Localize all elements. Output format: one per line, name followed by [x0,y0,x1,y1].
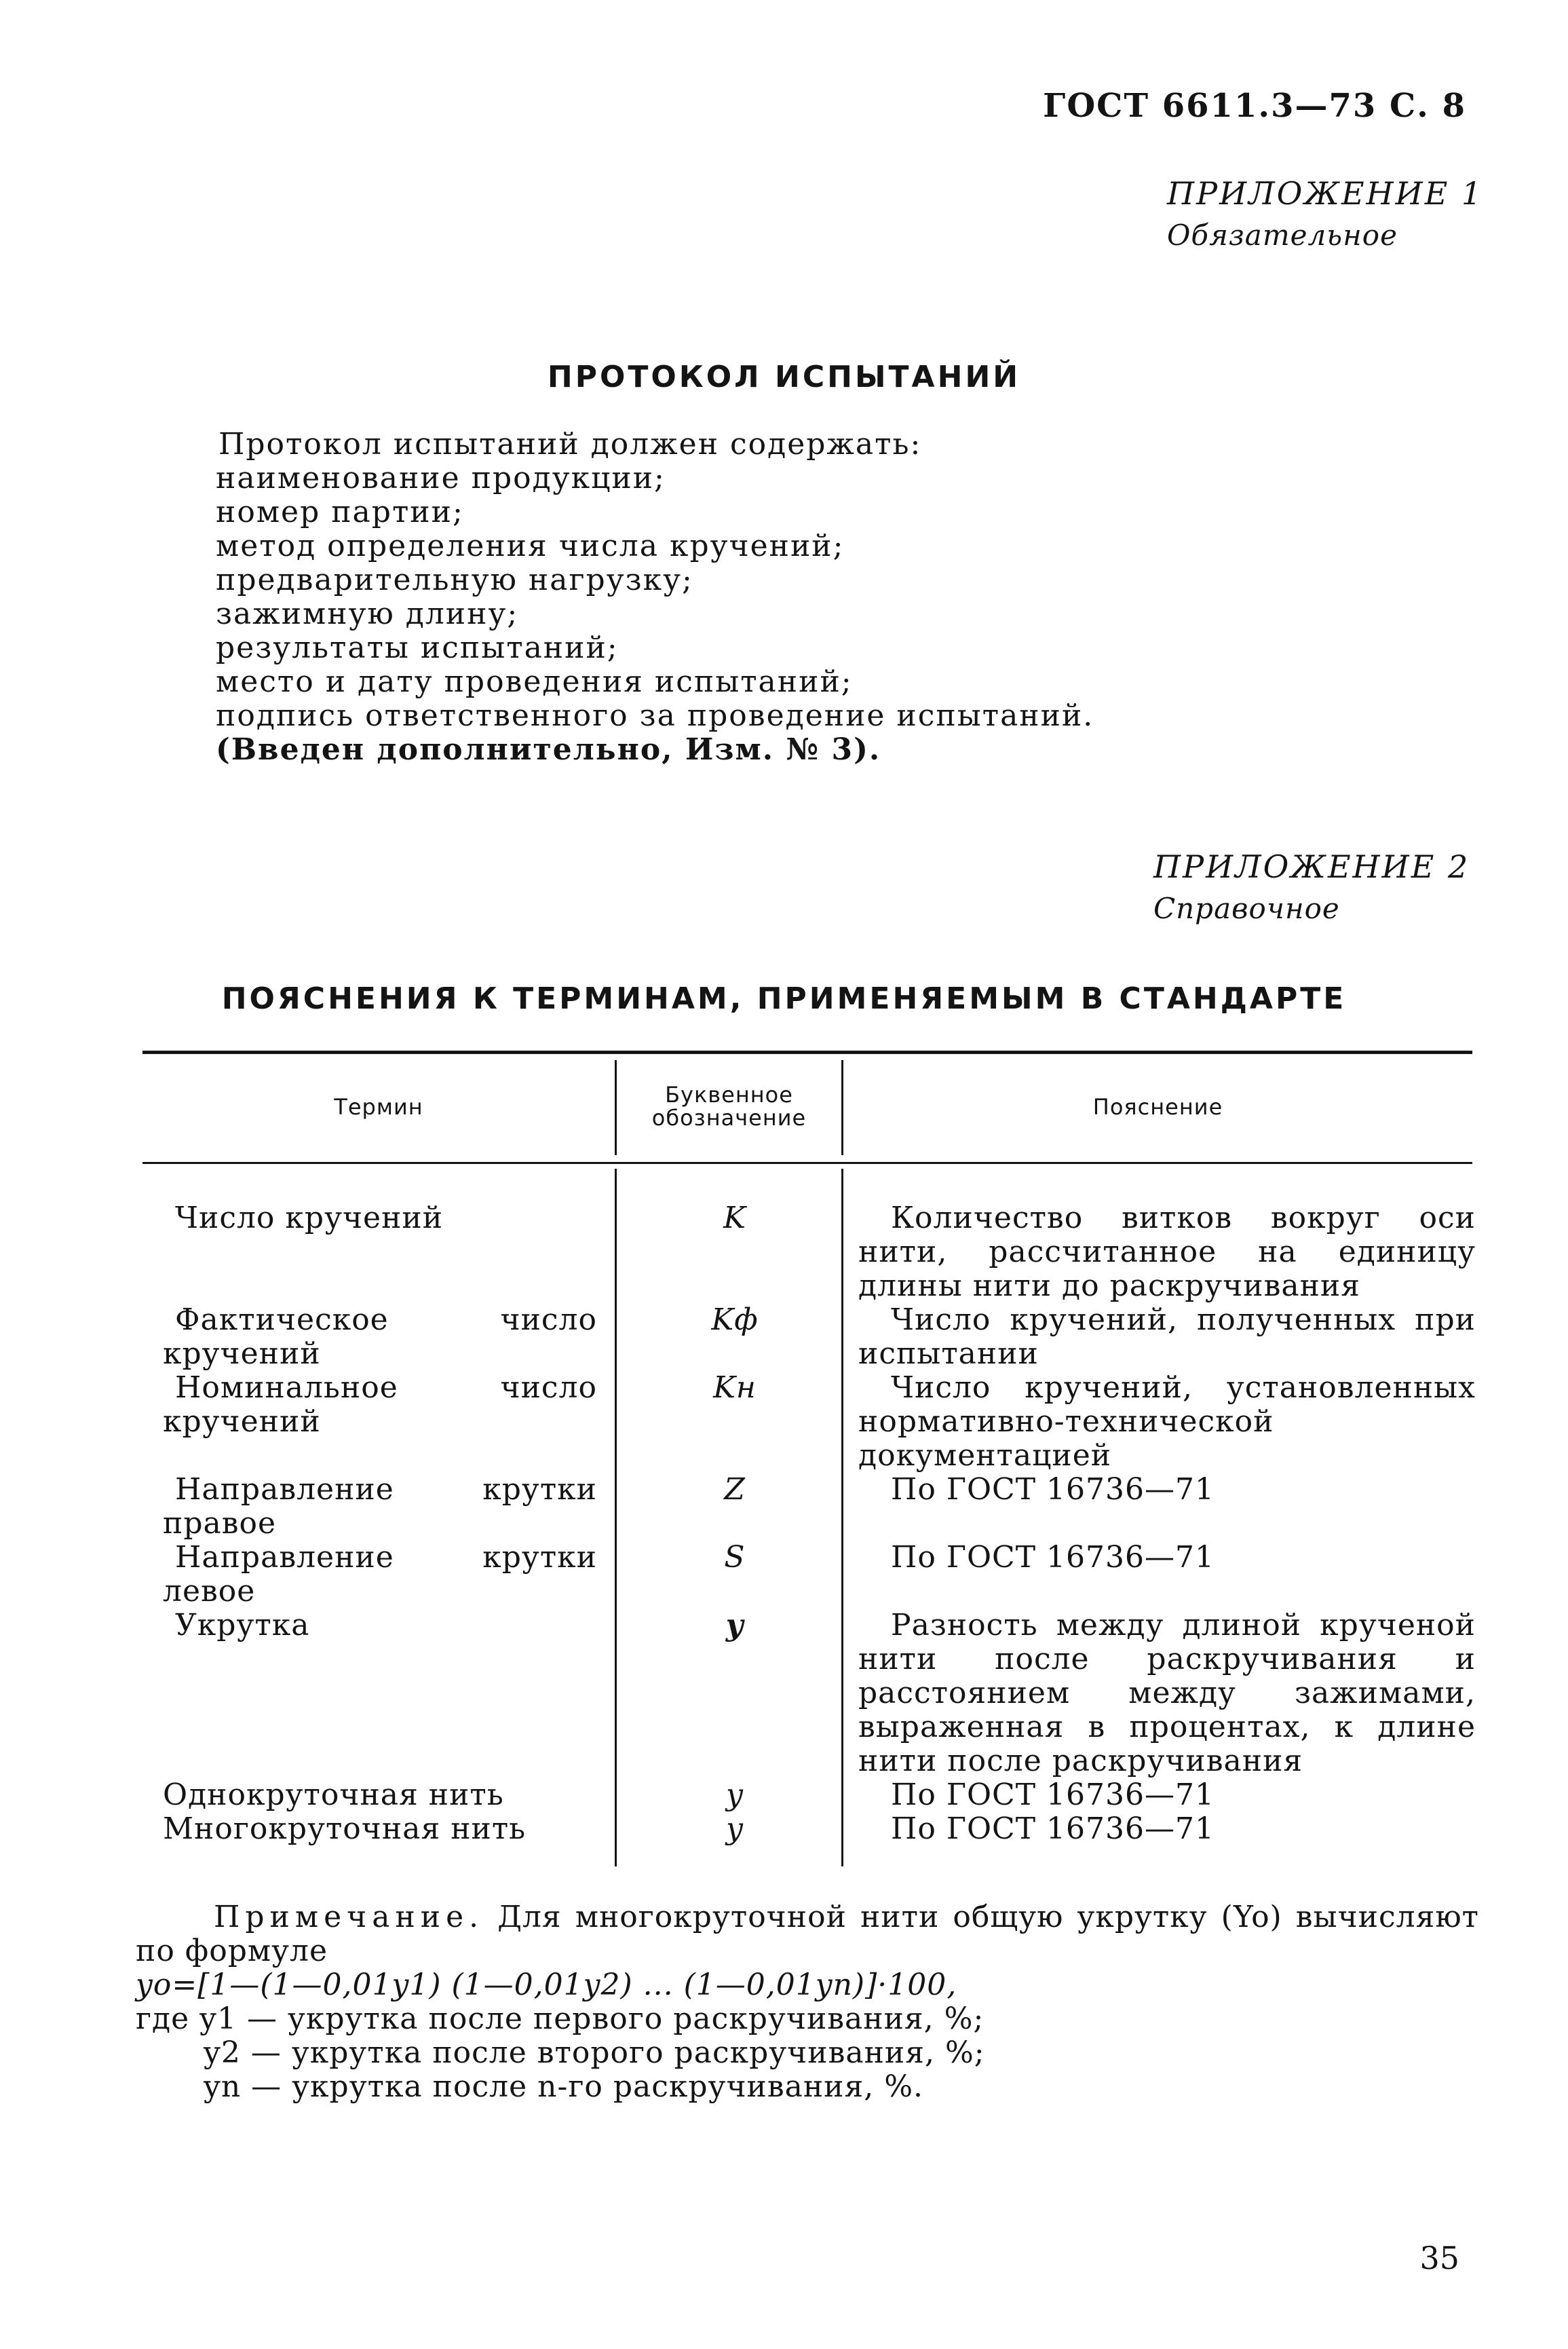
symbol-cell: y [726,1778,744,1812]
table-row [163,1303,597,1371]
note-where: y2 — укрутка после второго раскручивания, %; [204,2035,985,2070]
explanation-text: По ГОСТ 16736—71 [891,1811,1215,1846]
note-block [136,1900,1479,2104]
note-where: yn — укрутка после n-го раскручивания, %. [204,2069,924,2104]
note-label: Примечание. [214,1900,484,1934]
column-divider [841,1169,843,1866]
table-row [163,1812,597,1846]
table-header-rule [142,1162,1472,1164]
note-where: где y1 — укрутка после первого раскручивания, %; [136,2002,984,2036]
explanation-cell [858,1473,1476,1507]
document-reference: ГОСТ 6611.3—73 С. 8 [1043,87,1466,125]
protocol-line: подпись ответственного за проведение испытаний. [216,698,1094,733]
page-number: 35 [1419,2240,1459,2276]
note-formula: yo=[1—(1—0,01y1) (1—0,01y2) ... (1—0,01yn)]·100, [136,1968,957,2002]
table-row [163,1609,597,1642]
explanation-cell [858,1541,1476,1575]
table-top-rule [142,1051,1472,1054]
symbol-cell: Z [724,1472,746,1507]
annex-2-status: Справочное [1153,892,1340,925]
protocol-line: наименование продукции; [216,461,666,495]
explanation-text: Число кручений, установленных нормативно-технической документацией [858,1370,1476,1473]
explanation-cell [858,1812,1476,1846]
explanation-text: Число кручений, полученных при испытании [858,1302,1476,1371]
explanation-cell [858,1371,1476,1473]
protocol-contents [216,428,1094,767]
table-row [163,1201,597,1235]
terms-heading: ПОЯСНЕНИЯ К ТЕРМИНАМ, ПРИМЕНЯЕМЫМ В СТАНДАРТЕ [221,981,1347,1016]
protocol-line: место и дату проведения испытаний; [216,664,853,699]
explanation-text: По ГОСТ 16736—71 [891,1540,1215,1575]
symbol-cell: K [723,1201,746,1235]
term-cell: Направление крутки правое [163,1472,597,1541]
table-row [163,1541,597,1609]
term-cell: Число кручений [175,1201,444,1235]
protocol-heading: ПРОТОКОЛ ИСПЫТАНИЙ [547,360,1021,394]
explanation-cell [858,1303,1476,1371]
term-cell: Однокруточная нить [163,1778,504,1812]
term-cell: Фактическое число кручений [163,1302,597,1371]
header-explanation: Пояснение [1092,1094,1223,1120]
annex-1-title: ПРИЛОЖЕНИЕ 1 [1167,175,1484,212]
protocol-line: предварительную нагрузку; [216,563,693,597]
note-text: Для многокруточной нити общую укрутку (Yo) вычисляют по формуле [136,1900,1479,1968]
explanation-text: По ГОСТ 16736—71 [891,1778,1215,1812]
explanation-text: Разность между длиной крученой нити после раскручивания и расстоянием между зажимами, выраженная в процентах, к длине нити после раскручивания [858,1608,1476,1778]
explanation-text: Количество витков вокруг оси нити, рассчитанное на единицу длины нити до раскручивания [858,1201,1476,1303]
header-symbol: Буквенное обозначение [651,1082,807,1131]
annex-1-status: Обязательное [1167,219,1398,252]
protocol-line: метод определения числа кручений; [216,529,845,563]
symbol-cell: S [724,1540,746,1575]
explanation-cell [858,1609,1476,1778]
protocol-line: номер партии; [216,495,464,529]
symbol-cell: Kф [711,1302,759,1337]
header-term: Термин [334,1094,423,1120]
table-row [163,1778,597,1812]
protocol-line: результаты испытаний; [216,631,619,665]
amendment-note: (Введен дополнительно, Изм. № 3). [216,732,881,767]
symbol-cell: y [726,1811,744,1846]
table-row [163,1371,597,1439]
explanation-cell [858,1778,1476,1812]
explanation-text: По ГОСТ 16736—71 [891,1472,1215,1507]
protocol-line: зажимную длину; [216,597,519,631]
column-divider [615,1169,617,1866]
symbol-cell: Kн [713,1370,757,1405]
annex-2-title: ПРИЛОЖЕНИЕ 2 [1153,848,1470,885]
symbol-cell: y [725,1608,744,1642]
term-cell: Многокруточная нить [163,1811,527,1846]
term-cell: Номинальное число кручений [163,1370,597,1439]
protocol-line: Протокол испытаний должен содержать: [218,427,922,462]
term-cell: Укрутка [175,1608,310,1642]
explanation-cell [858,1201,1476,1303]
table-row [163,1473,597,1541]
term-cell: Направление крутки левое [163,1540,597,1609]
